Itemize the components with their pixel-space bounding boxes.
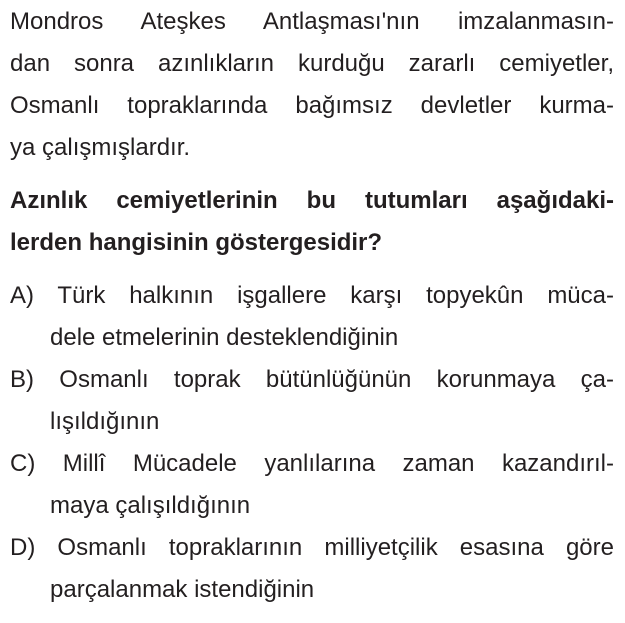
option-c-line-2: maya çalışıldığının [50, 492, 251, 519]
option-d-line-1: D) Osmanlı topraklarının milliyetçilik esasına göre [10, 534, 614, 561]
passage-line: ya çalışmışlardır. [10, 134, 191, 161]
option-c-line-1: C) Millî Mücadele yanlılarına zaman kazandırıl- [10, 450, 614, 477]
passage-line: Mondros Ateşkes Antlaşması'nın imzalanmasın- [10, 8, 614, 35]
option-b-line-1: B) Osmanlı toprak bütünlüğünün korunmaya ça- [10, 366, 614, 393]
question-line: lerden hangisinin göstergesidir? [10, 229, 383, 256]
passage-line: dan sonra azınlıkların kurduğu zararlı cemiyetler, [10, 50, 614, 77]
option-d-line-2: parçalanmak istendiğinin [50, 576, 315, 603]
option-a-line-2: dele etmelerinin desteklendiğinin [50, 324, 399, 351]
option-b-line-2: lışıldığının [50, 408, 160, 435]
question-line: Azınlık cemiyetlerinin bu tutumları aşağıdaki- [10, 187, 614, 214]
passage-line: Osmanlı topraklarında bağımsız devletler kurma- [10, 92, 614, 119]
option-a-line-1: A) Türk halkının işgallere karşı topyekûn müca- [10, 282, 614, 309]
